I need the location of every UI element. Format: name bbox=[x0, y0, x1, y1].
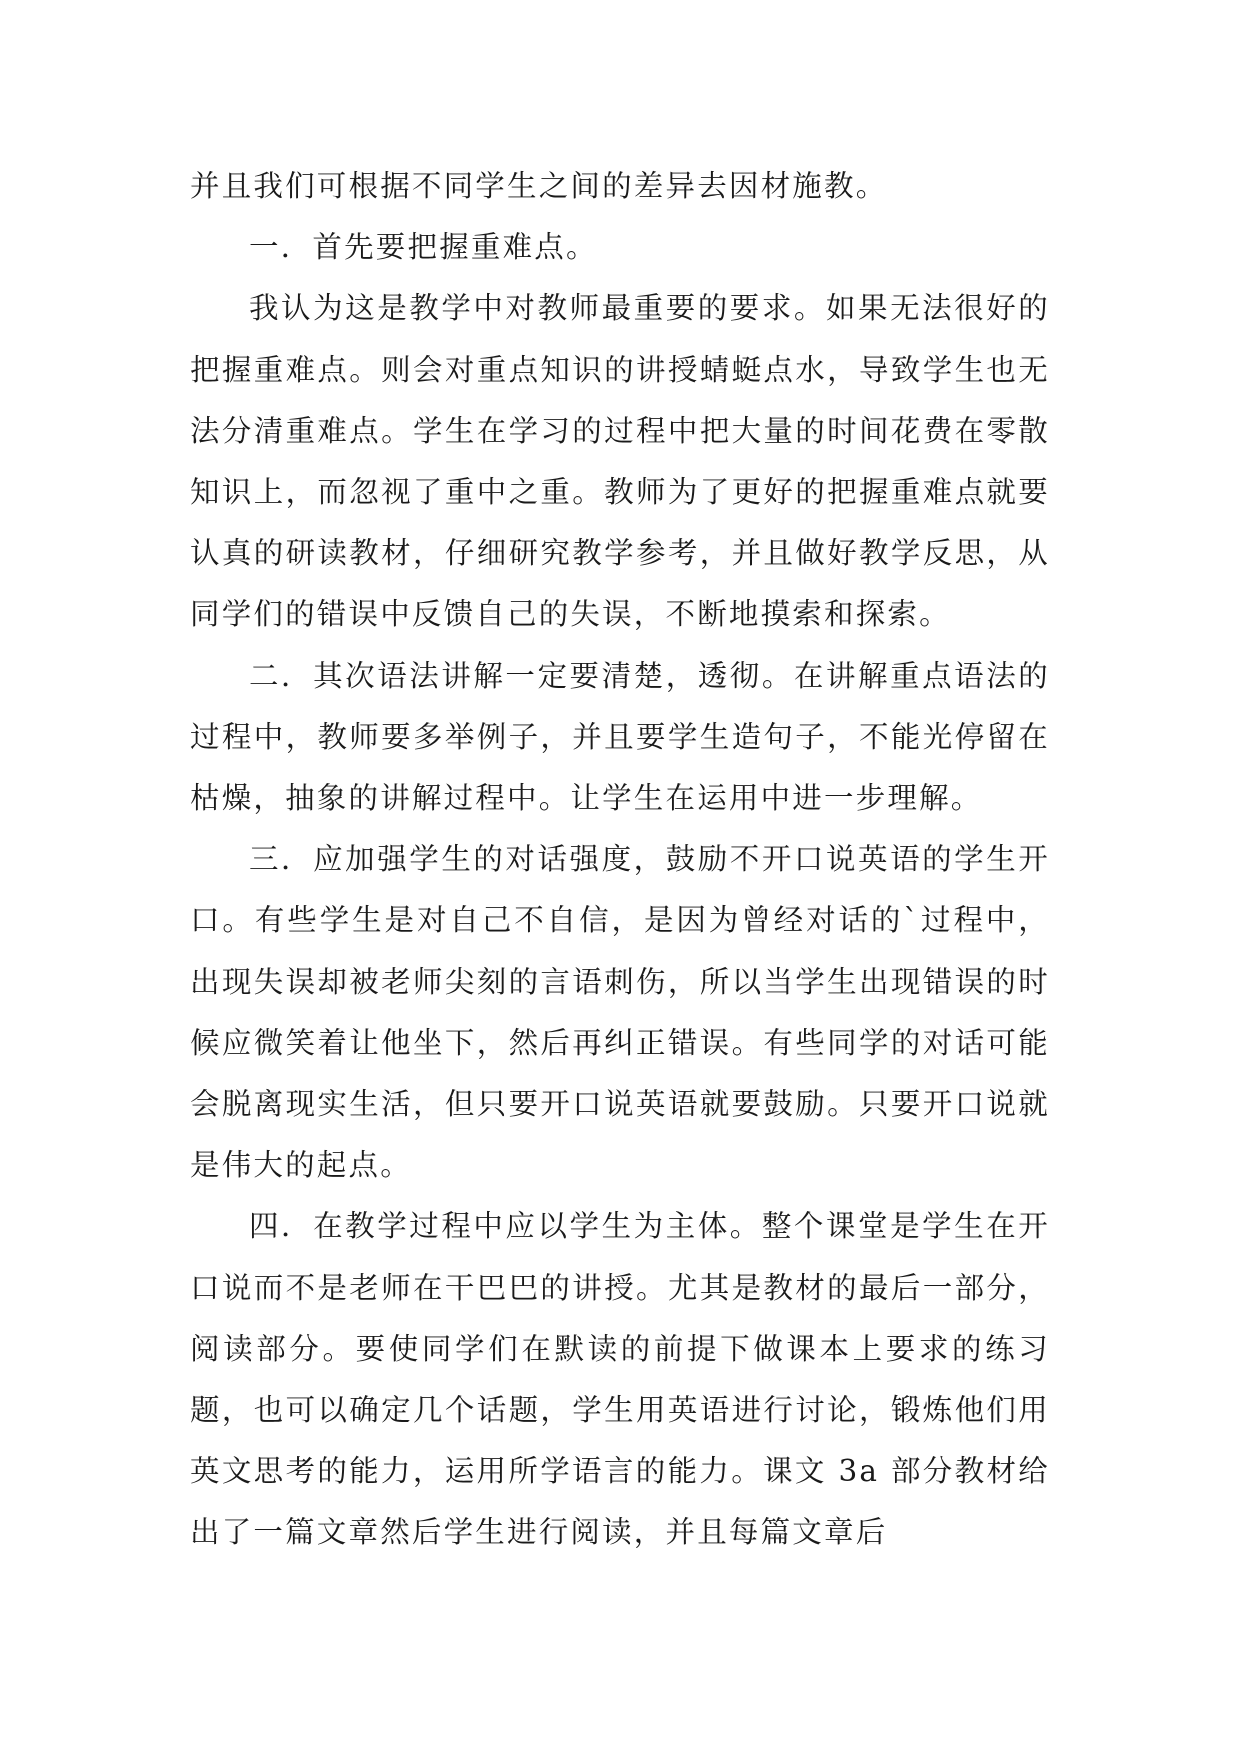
paragraph-continuation: 并且我们可根据不同学生之间的差异去因材施教。 bbox=[190, 169, 888, 203]
paragraph-point-four: 四．在教学过程中应以学生为主体。整个课堂是学生在开口说而不是老师在干巴巴的讲授。尤其是教材的最后一部分，阅读部分。要使同学们在默读的前提下做课本上要求的练习题，也可以确定几个话题，学生用英语进行讨论，锻炼他们用英文思考的能力，运用所学语言的能力。课文 3a 部分教材给出了一篇文章然后学生进行阅读，并且每篇文章后 bbox=[190, 1209, 1050, 1550]
paragraph-point-two: 二．其次语法讲解一定要清楚，透彻。在讲解重点语法的过程中，教师要多举例子，并且要学生造句子，不能光停留在枯燥，抽象的讲解过程中。让学生在运用中进一步理解。 bbox=[190, 658, 1050, 816]
paragraph-point-one-body: 我认为这是教学中对教师最重要的要求。如果无法很好的把握重难点。则会对重点知识的讲授蜻蜓点水，导致学生也无法分清重难点。学生在学习的过程中把大量的时间花费在零散知识上，而忽视了重中之重。教师为了更好的把握重难点就要认真的研读教材，仔细研究教学参考，并且做好教学反思，从同学们的错误中反馈自己的失误，不断地摸索和探索。 bbox=[190, 291, 1050, 632]
paragraph-point-three: 三．应加强学生的对话强度，鼓励不开口说英语的学生开口。有些学生是对自己不自信，是因为曾经对话的`过程中，出现失误却被老师尖刻的言语刺伤，所以当学生出现错误的时候应微笑着让他坐下，然后再纠正错误。有些同学的对话可能会脱离现实生活，但只要开口说英语就要鼓励。只要开口说就是伟大的起点。 bbox=[190, 842, 1050, 1183]
body-text bbox=[190, 156, 1050, 1564]
paragraph-point-one-heading: 一．首先要把握重难点。 bbox=[249, 230, 598, 265]
